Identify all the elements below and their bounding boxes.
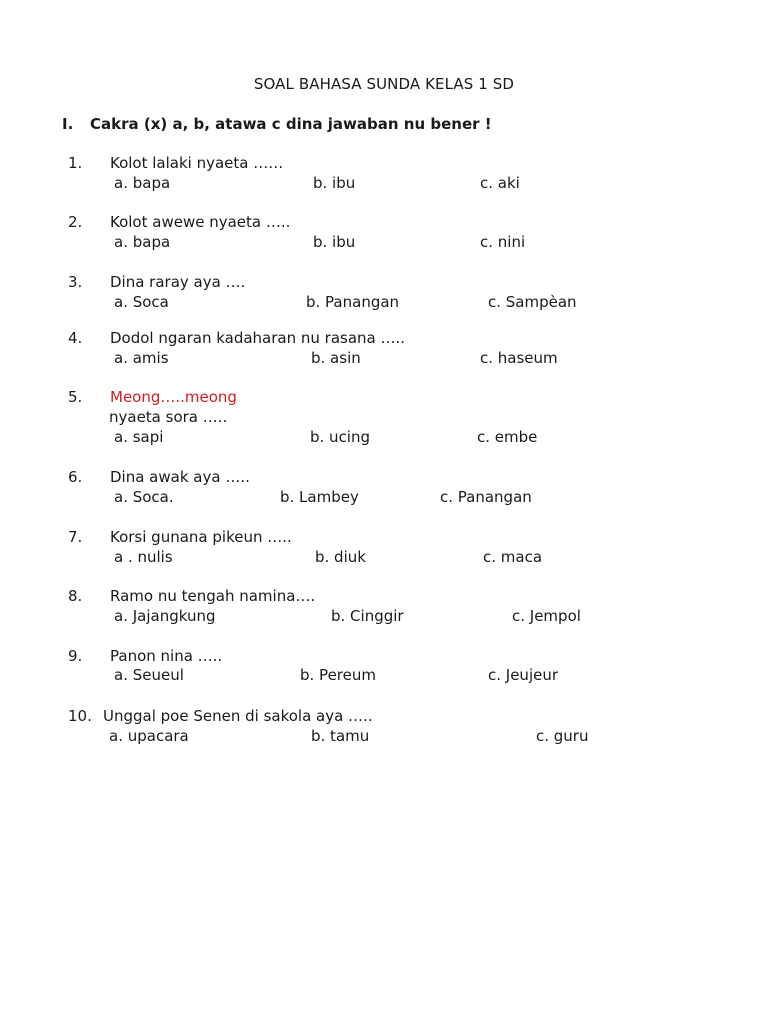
option-c: c. Sampèan bbox=[488, 293, 577, 311]
option-c: c. Jeujeur bbox=[488, 666, 559, 684]
option-b: b. Cinggir bbox=[331, 607, 404, 625]
question-number: 9. bbox=[68, 647, 83, 665]
question-number: 1. bbox=[68, 154, 83, 172]
option-a: a. bapa bbox=[114, 174, 171, 192]
option-a: a. bapa bbox=[114, 233, 171, 251]
option-a: a. sapi bbox=[114, 428, 164, 446]
question-text: Kolot lalaki nyaeta …… bbox=[110, 154, 284, 172]
question-text: Panon nina ….. bbox=[110, 647, 223, 665]
option-c: c. aki bbox=[480, 174, 520, 192]
option-c: c. embe bbox=[477, 428, 538, 446]
section-instruction: Cakra (x) a, b, atawa c dina jawaban nu bener ! bbox=[90, 115, 492, 133]
option-b: b. diuk bbox=[315, 548, 366, 566]
question-number: 3. bbox=[68, 273, 83, 291]
option-b: b. Pereum bbox=[300, 666, 376, 684]
option-b: b. ibu bbox=[313, 174, 356, 192]
option-a: a. Jajangkung bbox=[114, 607, 216, 625]
option-c: c. Panangan bbox=[440, 488, 532, 506]
question-text: Unggal poe Senen di sakola aya ….. bbox=[103, 707, 373, 725]
option-a: a. Seueul bbox=[114, 666, 184, 684]
question-text: Dina awak aya ….. bbox=[110, 468, 250, 486]
option-b: b. Lambey bbox=[280, 488, 359, 506]
option-b: b. Panangan bbox=[306, 293, 400, 311]
question-number: 8. bbox=[68, 587, 83, 605]
option-c: c. haseum bbox=[480, 349, 558, 367]
question-text: Korsi gunana pikeun ….. bbox=[110, 528, 292, 546]
question-text-continued: nyaeta sora ….. bbox=[109, 408, 228, 426]
question-number: 10. bbox=[68, 707, 92, 725]
option-c: c. guru bbox=[536, 727, 589, 745]
question-number: 7. bbox=[68, 528, 83, 546]
option-a: a. Soca bbox=[114, 293, 169, 311]
question-number: 4. bbox=[68, 329, 83, 347]
question-text: Kolot awewe nyaeta ….. bbox=[110, 213, 291, 231]
section-number: I. bbox=[62, 115, 74, 133]
option-b: b. ucing bbox=[310, 428, 371, 446]
question-number: 2. bbox=[68, 213, 83, 231]
option-a: a. amis bbox=[114, 349, 169, 367]
option-b: b. tamu bbox=[311, 727, 370, 745]
option-c: c. maca bbox=[483, 548, 543, 566]
option-c: c. Jempol bbox=[512, 607, 581, 625]
option-a: a. upacara bbox=[109, 727, 189, 745]
option-a: a. Soca. bbox=[114, 488, 174, 506]
question-text: Dodol ngaran kadaharan nu rasana ….. bbox=[110, 329, 406, 347]
option-b: b. asin bbox=[311, 349, 361, 367]
question-number: 5. bbox=[68, 388, 83, 406]
document-title: SOAL BAHASA SUNDA KELAS 1 SD bbox=[253, 75, 515, 93]
option-c: c. nini bbox=[480, 233, 526, 251]
question-text-highlight: Meong…..meong bbox=[110, 388, 237, 406]
option-b: b. ibu bbox=[313, 233, 356, 251]
question-number: 6. bbox=[68, 468, 83, 486]
option-a: a . nulis bbox=[114, 548, 173, 566]
question-text: Dina raray aya …. bbox=[110, 273, 246, 291]
question-text: Ramo nu tengah namina…. bbox=[110, 587, 316, 605]
